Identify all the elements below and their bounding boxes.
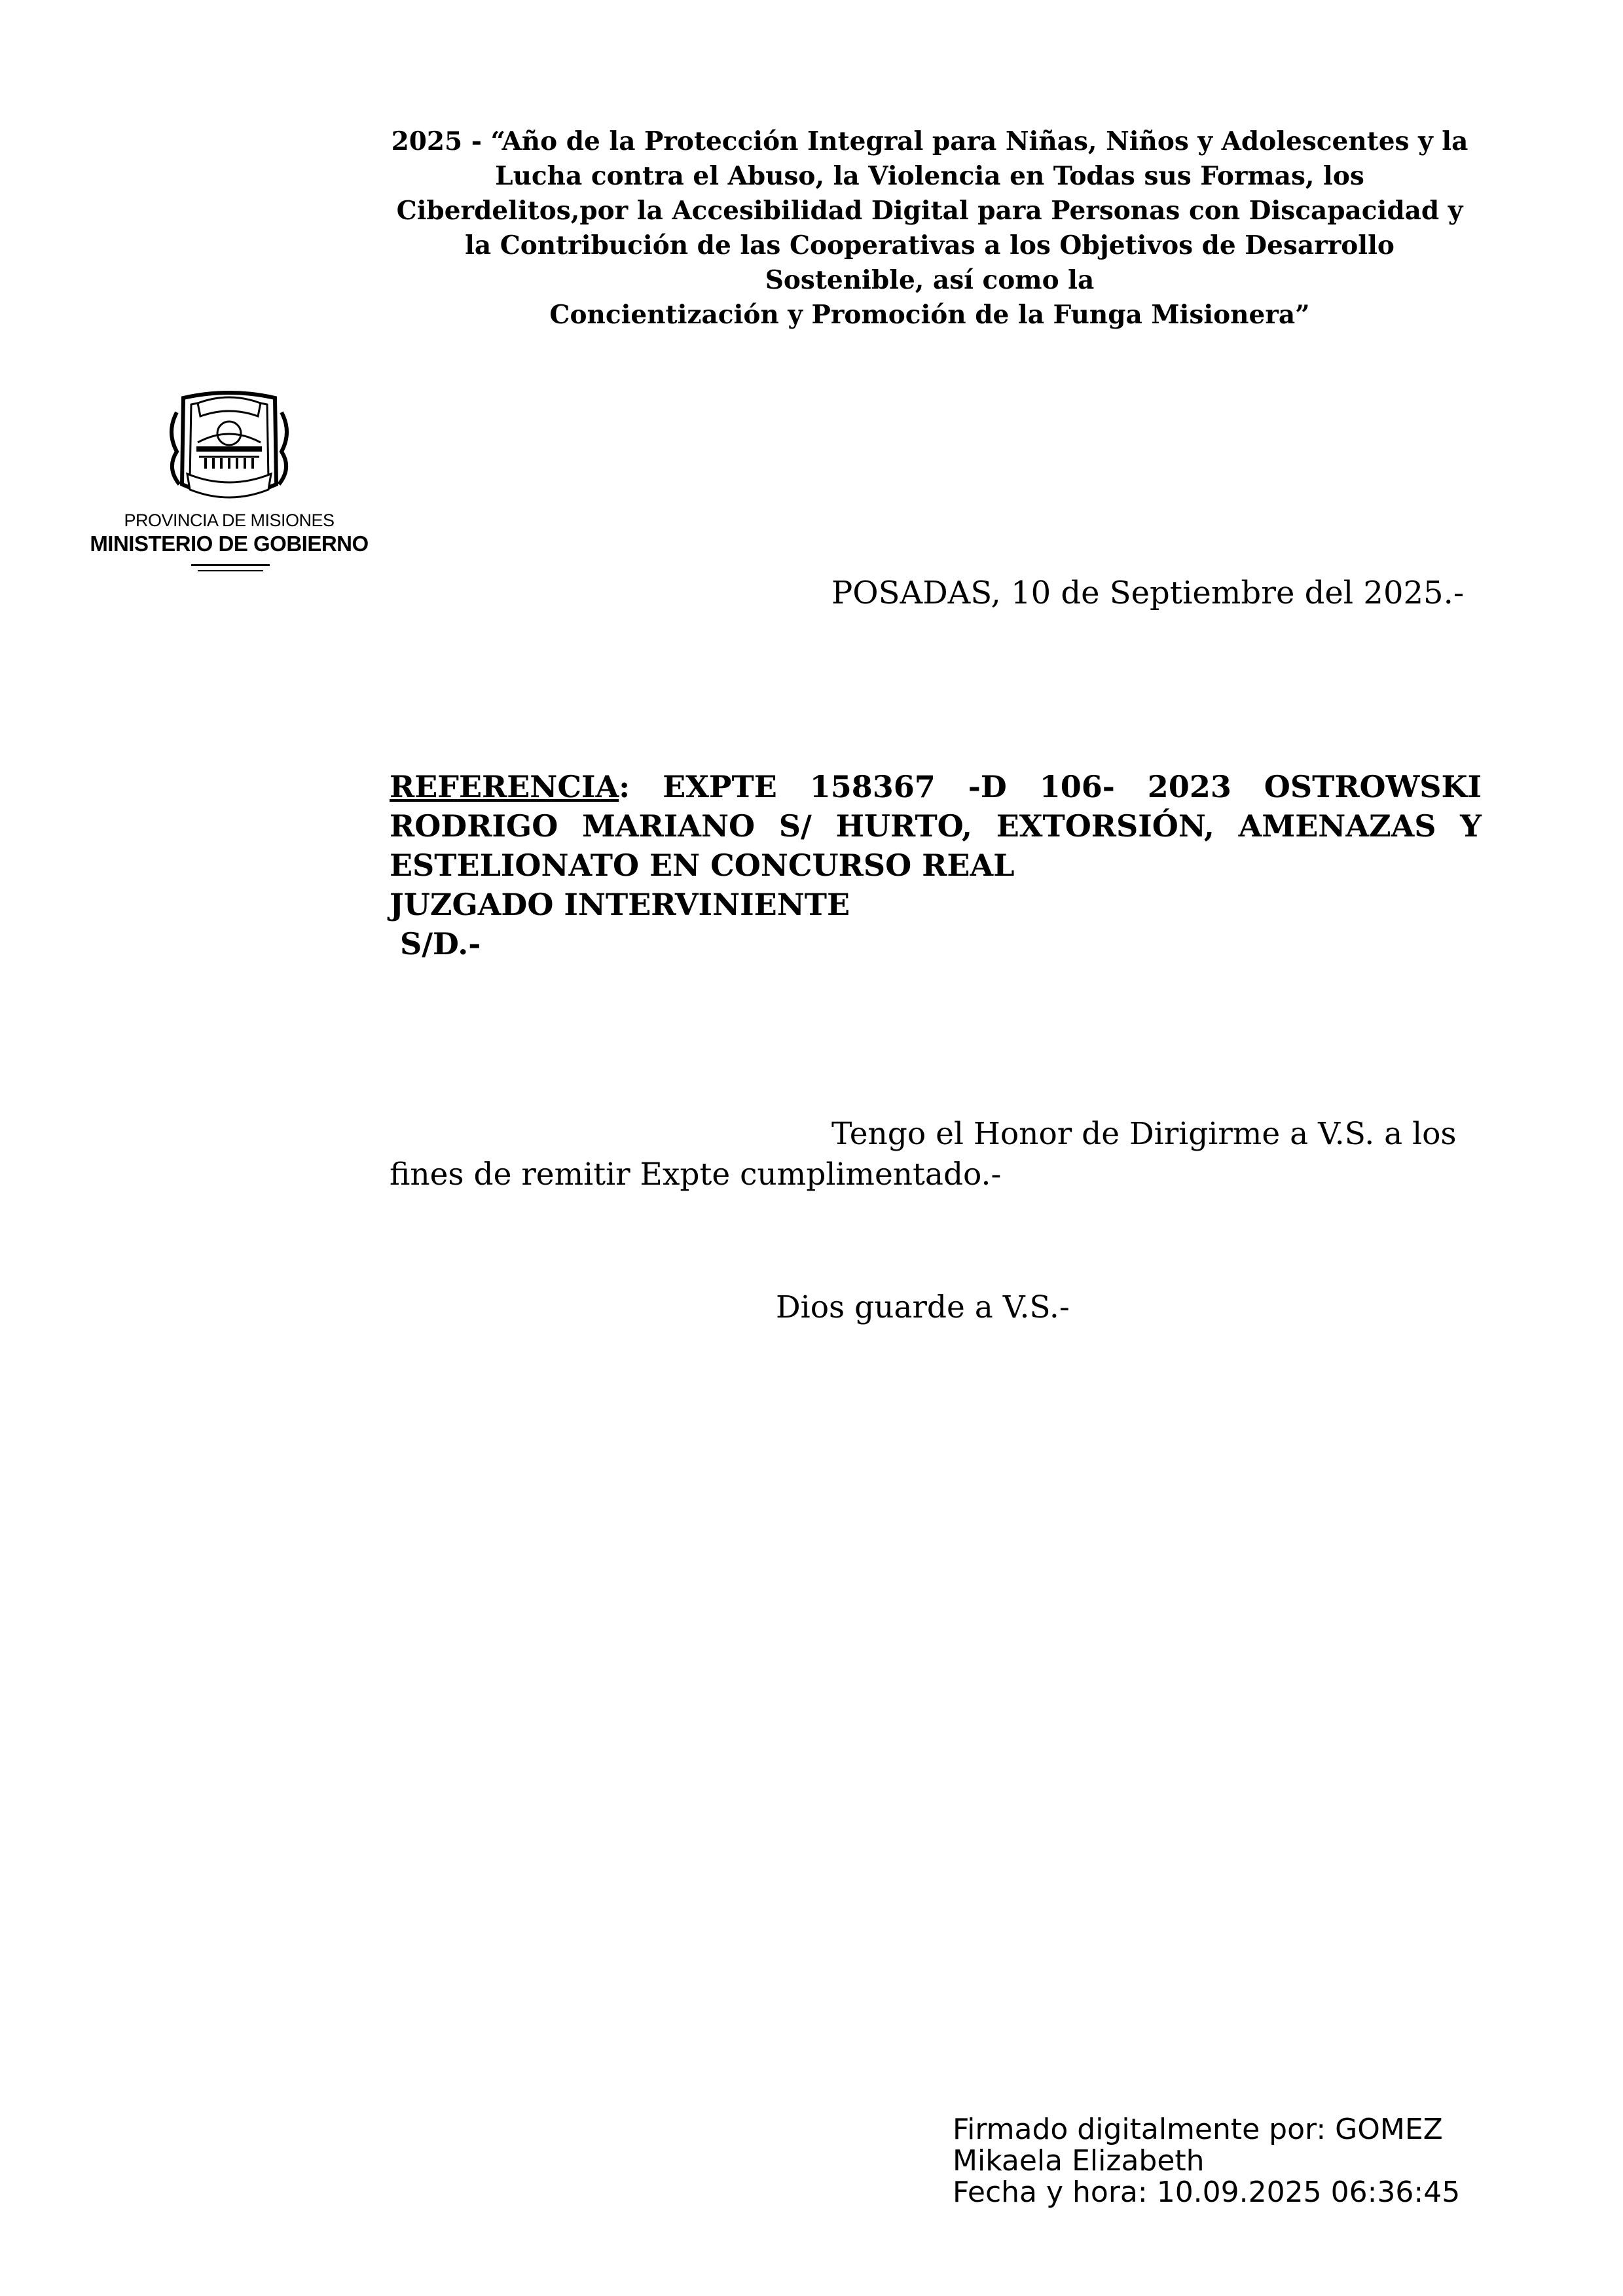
closing-line: Dios guarde a V.S.- [776,1289,1070,1325]
reference-court: JUZGADO INTERVINIENTE [390,887,850,922]
reference-line: RODRIGO MARIANO S/ HURTO, EXTORSIÓN, AMENAZAS Y [390,808,1482,844]
motto-line: Lucha contra el Abuso, la Violencia en Todas sus Formas, los [495,161,1364,191]
date-line: POSADAS, 10 de Septiembre del 2025.- [831,575,1465,611]
logo-ministry-text: MINISTERIO DE GOBIERNO [90,531,369,556]
body-line: Tengo el Honor de Dirigirme a V.S. a los [831,1116,1457,1152]
digital-signature [953,2114,1460,2208]
body-paragraph [390,1114,1482,1195]
reference-expediente: : EXPTE 158367 -D 106- 2023 OSTROWSKI [619,769,1482,804]
reference-label: REFERENCIA [390,769,619,804]
logo-divider [198,570,263,571]
provincia-de-misiones-seal-icon [157,386,301,507]
reference-line: ESTELIONATO EN CONCURSO REAL [390,848,1015,883]
signature-timestamp: Fecha y hora: 10.09.2025 06:36:45 [953,2176,1461,2209]
logo-divider [191,564,270,566]
logo-province-text: PROVINCIA DE MISIONES [124,511,335,530]
reference-block [390,767,1482,963]
reference-line [390,767,1482,806]
body-line: fines de remitir Expte cumplimentado.- [390,1157,1002,1193]
motto-line: Ciberdelitos,por la Accesibilidad Digital para Personas con Discapacidad y [396,196,1463,226]
signature-line: Firmado digitalmente por: GOMEZ [953,2113,1443,2146]
signature-line: Mikaela Elizabeth [953,2144,1205,2178]
motto-line: 2025 - “Año de la Protección Integral para Niñas, Niños y Adolescentes y la [391,126,1468,156]
header-motto [367,124,1493,332]
ministry-logo [72,386,386,583]
motto-line: Sostenible, así como la [765,265,1095,295]
reference-sd: S/D.- [390,926,481,961]
motto-line: Concientización y Promoción de la Funga Misionera” [549,300,1310,330]
motto-line: la Contribución de las Cooperativas a los Objetivos de Desarrollo [465,230,1395,260]
